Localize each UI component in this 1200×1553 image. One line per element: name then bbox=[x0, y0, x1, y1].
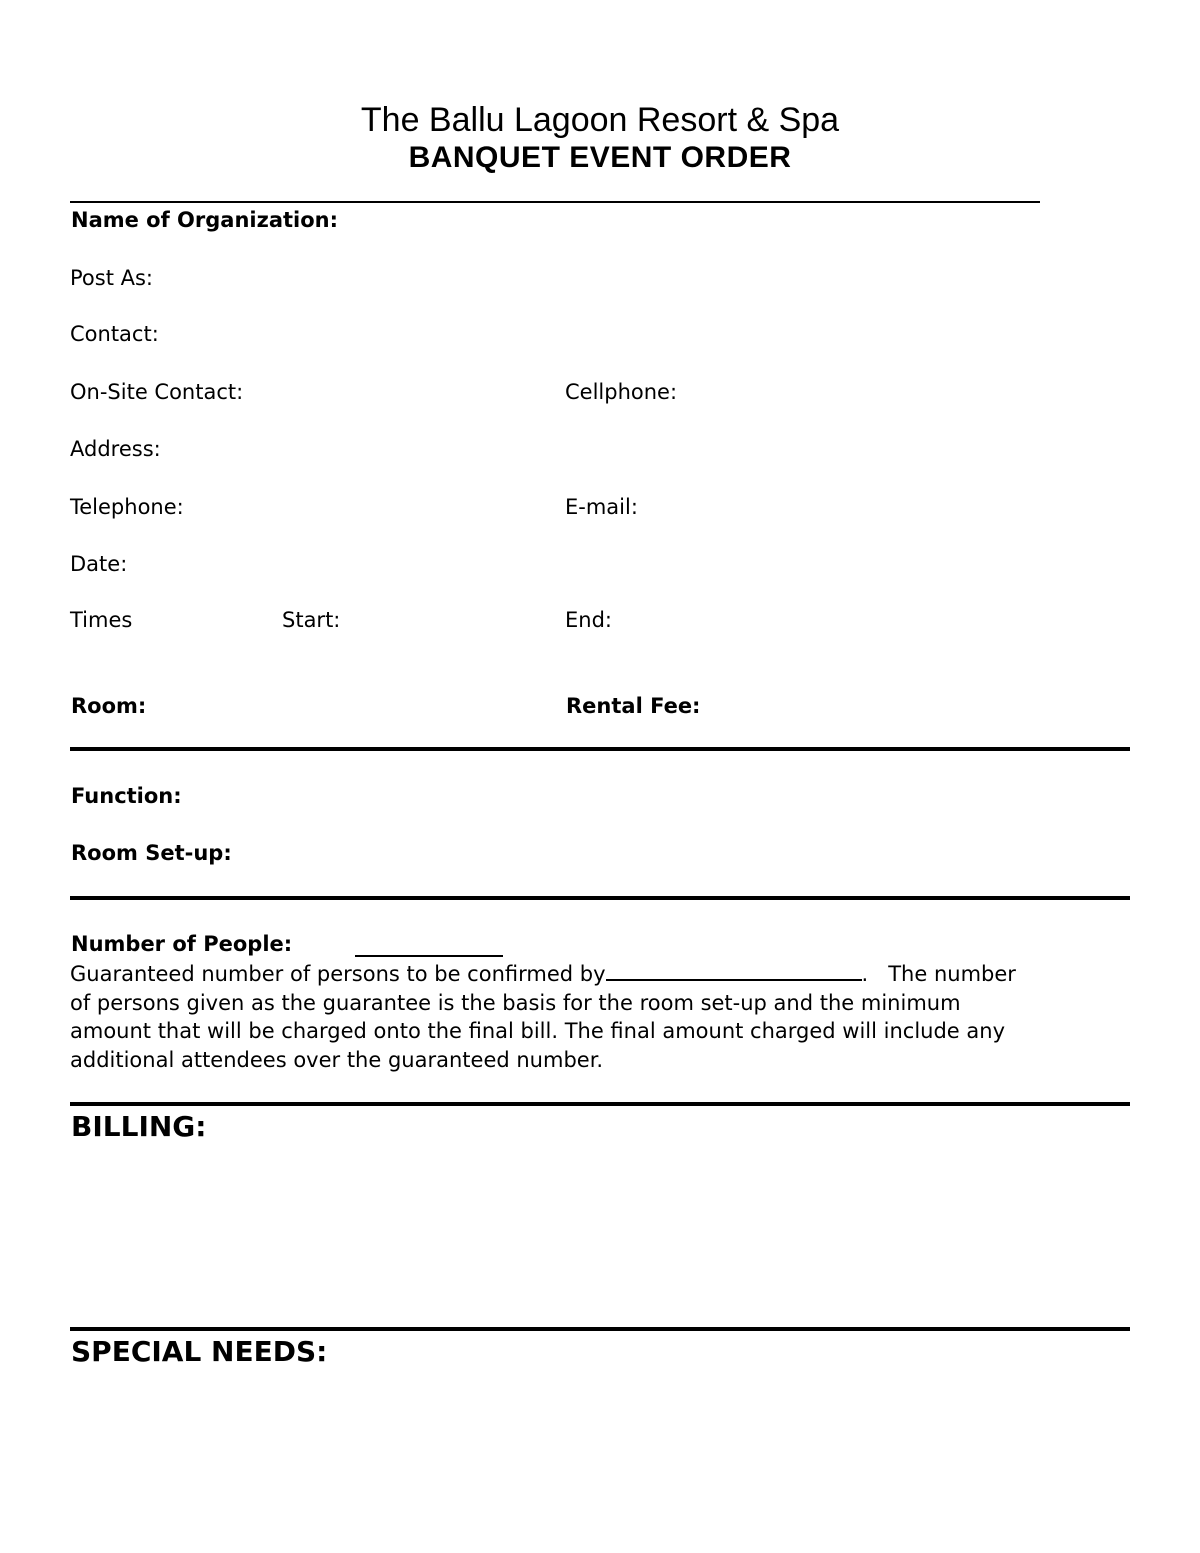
guarantee-paragraph bbox=[70, 959, 1140, 1074]
number-of-people-label: Number of People: bbox=[71, 932, 293, 956]
telephone-label: Telephone: bbox=[70, 495, 184, 519]
guarantee-line-3: amount that will be charged onto the final bill. The final amount charged will include any bbox=[70, 1019, 1006, 1044]
post-as-label: Post As: bbox=[70, 266, 153, 290]
end-time-label: End: bbox=[565, 608, 612, 632]
room-section-divider bbox=[70, 747, 1130, 751]
times-label: Times bbox=[70, 608, 133, 632]
contact-label: Contact: bbox=[70, 322, 159, 346]
header-divider bbox=[70, 201, 1040, 203]
function-section-divider bbox=[70, 896, 1130, 900]
special-needs-heading: SPECIAL NEEDS: bbox=[71, 1335, 328, 1368]
date-label: Date: bbox=[70, 552, 128, 576]
billing-divider bbox=[70, 1102, 1130, 1106]
guarantee-line-1-text: Guaranteed number of persons to be confirmed by bbox=[70, 962, 606, 986]
start-time-label: Start: bbox=[282, 608, 341, 632]
function-label: Function: bbox=[71, 784, 182, 808]
guarantee-line-1-tail: . The number bbox=[861, 962, 1016, 986]
onsite-contact-label: On-Site Contact: bbox=[70, 380, 244, 404]
cellphone-label: Cellphone: bbox=[565, 380, 678, 404]
billing-heading: BILLING: bbox=[71, 1110, 207, 1143]
room-label: Room: bbox=[71, 694, 147, 718]
rental-fee-label: Rental Fee: bbox=[566, 694, 701, 718]
special-needs-divider bbox=[70, 1327, 1130, 1331]
confirm-by-blank bbox=[606, 959, 862, 981]
address-label: Address: bbox=[70, 437, 161, 461]
room-setup-label: Room Set-up: bbox=[71, 841, 232, 865]
organization-label: Name of Organization: bbox=[71, 208, 339, 232]
guarantee-line-4: additional attendees over the guaranteed number. bbox=[70, 1047, 604, 1072]
number-of-people-blank bbox=[355, 955, 503, 957]
email-label: E-mail: bbox=[565, 495, 638, 519]
guarantee-line-2: of persons given as the guarantee is the basis for the room set-up and the minimum bbox=[70, 990, 961, 1015]
resort-name: The Ballu Lagoon Resort & Spa bbox=[360, 101, 840, 139]
document-title: BANQUET EVENT ORDER bbox=[408, 141, 792, 174]
